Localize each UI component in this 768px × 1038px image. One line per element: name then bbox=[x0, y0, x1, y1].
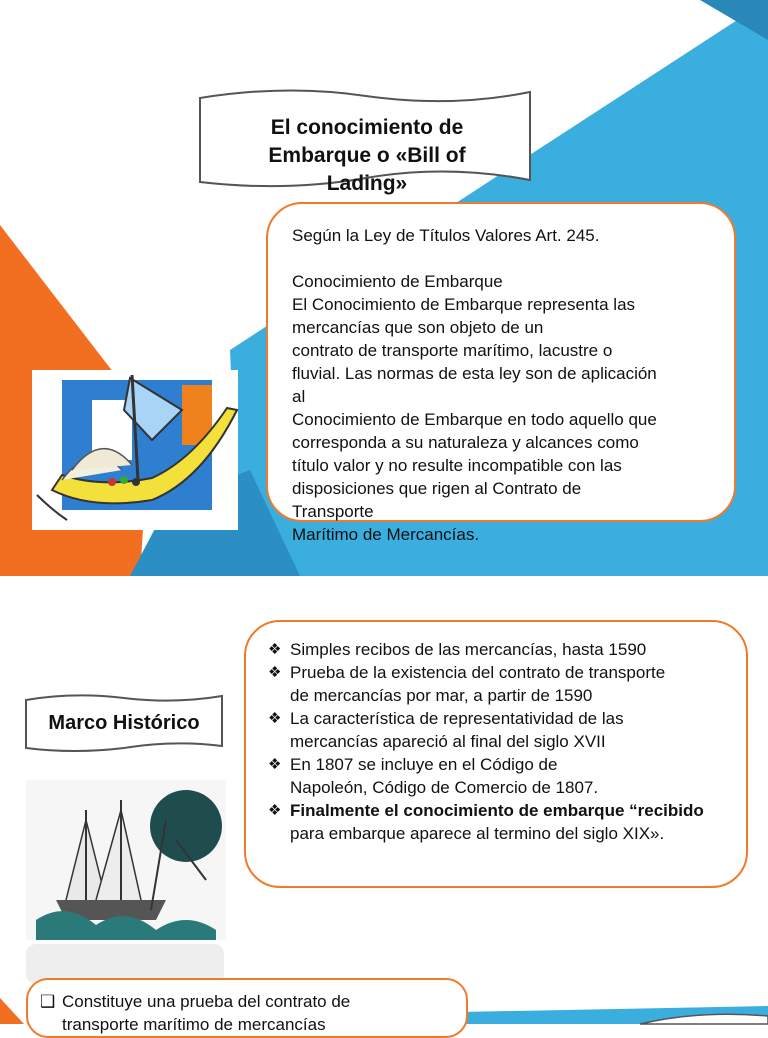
historical-title: Marco Histórico bbox=[48, 712, 200, 734]
history-list bbox=[268, 638, 738, 845]
bullet-line: mercancías apareció al final del siglo XVII bbox=[290, 732, 606, 751]
title-line: Embarque o «Bill of bbox=[268, 144, 466, 167]
sailing-ship-illustration bbox=[32, 370, 238, 530]
definition-line: al bbox=[292, 387, 306, 406]
title-line: El conocimiento de bbox=[270, 116, 464, 139]
history-bullet bbox=[268, 753, 738, 799]
definition-text bbox=[292, 224, 722, 546]
history-bullet bbox=[268, 707, 738, 753]
slide-historical-framework bbox=[0, 586, 768, 1034]
bullet-line: de mercancías por mar, a partir de 1590 bbox=[290, 686, 593, 705]
bullet-line: Napoleón, Código de Comercio de 1807. bbox=[290, 778, 599, 797]
bullet-line: La característica de representatividad de las bbox=[290, 709, 624, 728]
definition-line: contrato de transporte marítimo, lacustre o bbox=[292, 341, 613, 360]
bullet-line: Finalmente el conocimiento de embarque “recibido bbox=[290, 801, 704, 820]
slide3-line: transporte marítimo de mercancías bbox=[62, 1015, 326, 1034]
history-bullet bbox=[268, 799, 738, 845]
definition-line: Conocimiento de Embarque en todo aquello que bbox=[292, 410, 657, 429]
diamond-bullet-icon: ❖ bbox=[268, 710, 282, 727]
history-bullet bbox=[268, 638, 738, 661]
definition-line: mercancías que son objeto de un bbox=[292, 318, 544, 337]
definition-heading: Conocimiento de Embarque bbox=[292, 272, 503, 291]
title-line: Lading» bbox=[326, 172, 408, 195]
diamond-bullet-icon: ❖ bbox=[268, 802, 282, 819]
definition-line: Marítimo de Mercancías. bbox=[292, 525, 480, 544]
history-list-container bbox=[268, 638, 738, 845]
definition-line: corresponda a su naturaleza y alcances como bbox=[292, 433, 639, 452]
definition-line: título valor y no resulte incompatible con las bbox=[292, 456, 622, 475]
bullet-line: para embarque aparece al termino del siglo XIX». bbox=[290, 824, 665, 843]
slide3-text bbox=[40, 990, 460, 1036]
diamond-bullet-icon: ❖ bbox=[268, 664, 282, 681]
history-bullet bbox=[268, 661, 738, 707]
slide1-title bbox=[222, 114, 512, 198]
galleon-sketch-illustration bbox=[26, 780, 226, 940]
diamond-bullet-icon: ❖ bbox=[268, 756, 282, 773]
bullet-line: En 1807 se incluye en el Código de bbox=[290, 755, 558, 774]
diamond-bullet-icon: ❖ bbox=[268, 641, 282, 658]
definition-line: Transporte bbox=[292, 502, 374, 521]
bullet-line: Prueba de la existencia del contrato de transporte bbox=[290, 663, 666, 682]
slide3-line: Constituye una prueba del contrato de bbox=[62, 992, 351, 1011]
slide3-bullet bbox=[40, 990, 460, 1036]
definition-line: fluvial. Las normas de esta ley son de aplicación bbox=[292, 364, 657, 383]
definition-line: disposiciones que rigen al Contrato de bbox=[292, 479, 582, 498]
bullet-line: Simples recibos de las mercancías, hasta 1590 bbox=[290, 640, 647, 659]
definition-line: El Conocimiento de Embarque representa las bbox=[292, 295, 636, 314]
checkbox-bullet-icon: ❑ bbox=[40, 992, 56, 1011]
law-reference: Según la Ley de Títulos Valores Art. 245. bbox=[292, 226, 600, 245]
